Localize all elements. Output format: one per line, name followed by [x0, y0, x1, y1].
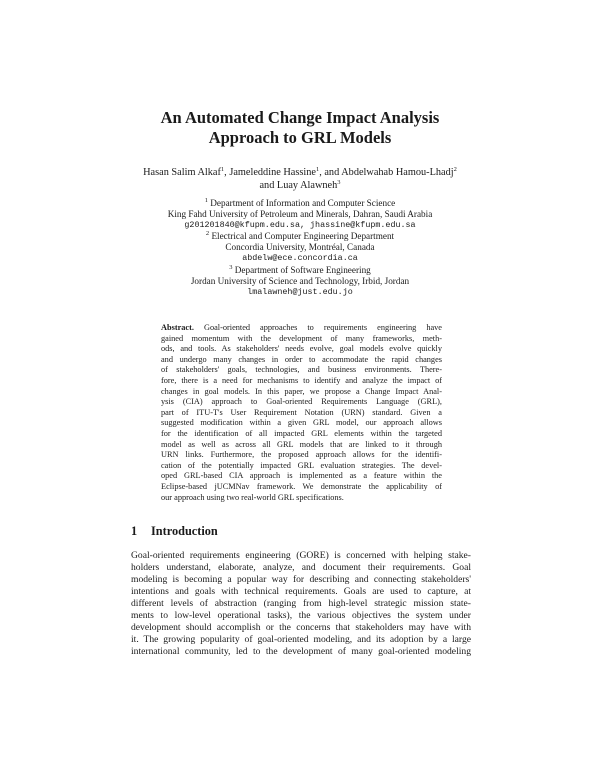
- body-line: Goal-oriented requirements engineering (GORE) is concerned with helping stake-: [131, 550, 471, 561]
- abstract-line: fore, there is a need for mechanisms to identify and analyze the impact of: [161, 375, 442, 385]
- affiliation-line: $^2$ Electrical and Computer Engineering Department: [205, 230, 395, 242]
- paper-title: [100, 108, 500, 148]
- body-line: development should accomplish or the concerns that stakeholders may have with: [131, 622, 471, 633]
- abstract-line: cation of the potentially impacted GRL evaluation strategies. The devel-: [161, 460, 442, 470]
- affiliations: [110, 198, 490, 298]
- author-name: Hasan Salim Alkaf: [143, 167, 221, 178]
- body-line: ments to low-level operational tasks), the various objectives the system under: [131, 610, 471, 621]
- abstract-line: model as well as across all GRL models that are linked to it through: [161, 439, 442, 449]
- abstract-line: of stakeholders' goals, technologies, and business environments. There-: [161, 365, 442, 375]
- author-affil-mark: 2: [453, 166, 457, 173]
- author-line-2: [110, 180, 490, 193]
- affiliation-line: King Fahd University of Petroleum and Minerals, Dahran, Saudi Arabia: [167, 209, 433, 220]
- body-line: modeling is becoming a popular way for describing and connecting stakeholders': [131, 574, 471, 585]
- abstract-line: ods, and tools. As stakeholders' needs evolve, goal models evolve quickly: [161, 344, 442, 354]
- author-affil-mark: 1: [315, 166, 320, 173]
- author-name: and Luay Alawneh: [259, 179, 338, 191]
- abstract-line: URN links. Furthermore, the proposed approach allows for the identifi-: [161, 450, 442, 460]
- author-name: , and Abdelwahab Hamou-Lhadj: [319, 167, 454, 178]
- email-line: g201201840@kfupm.edu.sa, jhassine@kfupm.edu.sa: [184, 220, 416, 231]
- title-line-2: Approach to GRL Models: [208, 128, 392, 147]
- author-line-1: [110, 167, 490, 180]
- section-number: 1: [131, 524, 138, 538]
- author-list: [110, 167, 490, 192]
- abstract-line: our approach using two real-world GRL specifications.: [161, 492, 344, 502]
- abstract-line: Eclipse-based jUCMNav framework. We demonstrate the applicability of: [161, 481, 442, 491]
- abstract-line: ysis (CIA) approach to Goal-oriented Requirements Language (GRL),: [161, 397, 442, 407]
- affiliation-line: $^3$ Department of Software Engineering: [229, 263, 371, 275]
- body-line: holders understand, elaborate, analyze, and document their requirements. Goal: [131, 562, 471, 573]
- author-affil-mark: 3: [337, 178, 341, 186]
- author-affil-mark: 1: [220, 166, 225, 173]
- abstract-label: Abstract.: [161, 323, 194, 332]
- affiliation-line: Concordia University, Montréal, Canada: [225, 242, 375, 253]
- author-name: , Jameleddine Hassine: [224, 167, 316, 178]
- body-line: intentions and goals with technical requirements. Goals are used to capture, at: [131, 586, 471, 597]
- section-title: Introduction: [151, 524, 218, 538]
- body-line: international community, led to the development of many goal-oriented modeling: [131, 646, 471, 657]
- email-line: abdelw@ece.concordia.ca: [242, 253, 358, 264]
- abstract-line: suggested modification within a given GRL model, our approach allows: [161, 418, 442, 428]
- abstract-line: changes in goal models. In this paper, we propose a Change Impact Anal-: [161, 386, 442, 396]
- abstract-block: [161, 323, 442, 503]
- introduction-text: [131, 550, 471, 658]
- body-line: different levels of abstraction (ranging from high-level strategic mission state-: [131, 598, 471, 609]
- abstract-line: and undergo many changes in order to accommodate the rapid changes: [161, 354, 442, 364]
- affiliation-line: Jordan University of Science and Technology, Irbid, Jordan: [190, 275, 410, 286]
- abstract-line: Abstract. Goal-oriented approaches to requirements engineering have: [161, 323, 442, 332]
- email-line: lmalawneh@just.edu.jo: [247, 286, 353, 297]
- abstract-line: gained momentum with the development of many frameworks, meth-: [161, 333, 442, 343]
- section-heading-introduction: [131, 524, 218, 539]
- abstract-line: for the identification of all impacted GRL elements within the targeted: [161, 428, 442, 438]
- body-line: it. The growing popularity of goal-oriented modeling, and its adoption by a large: [131, 634, 471, 645]
- affiliation-line: $^1$ Department of Information and Computer Science: [204, 197, 396, 208]
- abstract-line: part of ITU-T's User Requirement Notation (URN) standard. Given a: [161, 407, 442, 417]
- title-line-1: An Automated Change Impact Analysis: [160, 108, 440, 127]
- abstract-line: oped GRL-based CIA approach is implemented as a feature within the: [161, 471, 442, 481]
